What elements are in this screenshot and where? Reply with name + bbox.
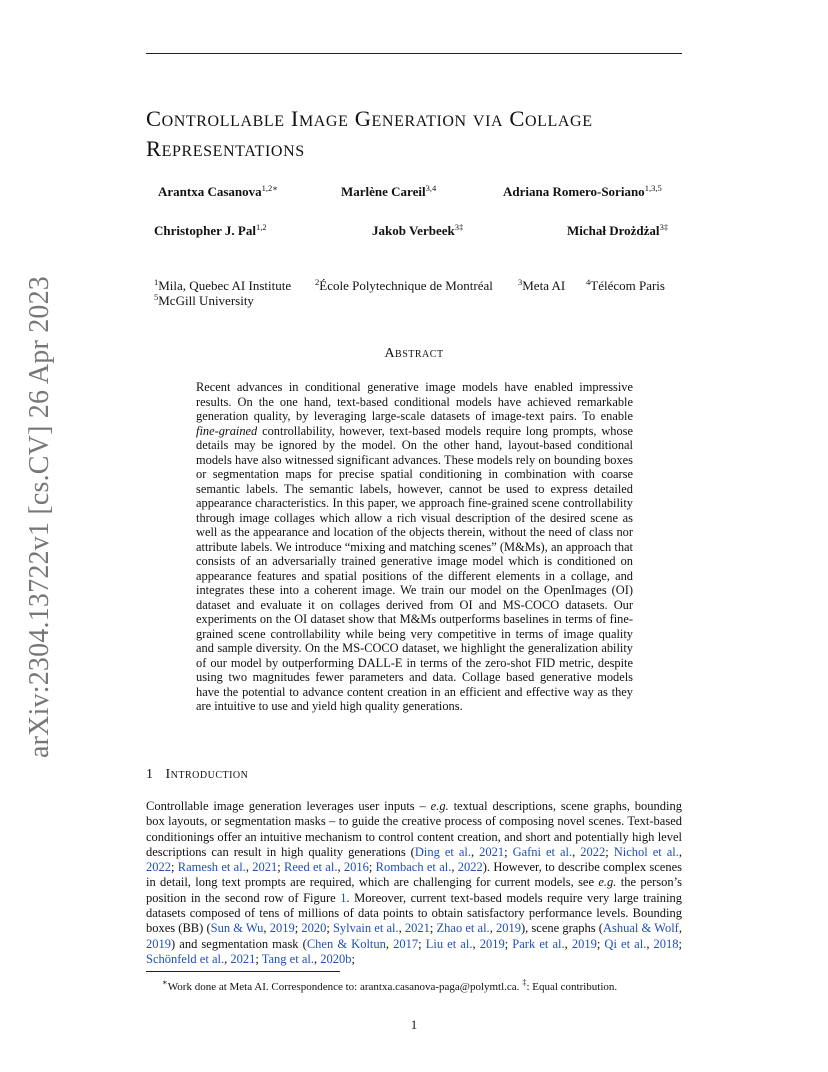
text-run: ,: [224, 951, 231, 966]
citation-link[interactable]: Chen & Koltun: [306, 936, 386, 951]
text-run: ;: [326, 921, 333, 936]
text-run: ,: [337, 860, 344, 875]
text-run: ,: [263, 921, 270, 936]
affiliation: $^2$École Polytechnique de Montréal: [315, 277, 493, 293]
citation-link[interactable]: 2019: [269, 921, 295, 936]
author: Jakob Verbeek$^{3\ddagger}$: [372, 222, 464, 238]
citation-link[interactable]: 2021: [479, 844, 505, 859]
citation-link[interactable]: Sylvain et al.: [332, 921, 399, 936]
citation-link[interactable]: Liu et al.: [425, 936, 473, 951]
emphasis: fine-grained: [196, 423, 258, 438]
citation-link[interactable]: 1: [340, 890, 347, 905]
text-run: the person’s position in the second row of Figure: [146, 875, 682, 905]
text-run: ,: [472, 936, 480, 951]
citation-link[interactable]: 2021: [404, 921, 430, 936]
emphasis: e.g.: [598, 875, 617, 890]
citation-link[interactable]: 2022: [580, 844, 606, 859]
citation-link[interactable]: Zhao et al.: [436, 921, 490, 936]
affiliation: $^5$McGill University: [154, 292, 254, 308]
text-run: Controllable image generation leverages user inputs –: [146, 799, 431, 813]
abstract-body: Recent advances in conditional generative image models have enabled impressive results. On the one hand, text-based conditional models have achieved remarkable generation quality, by leveraging large-scale datasets of image-text pairs. To enable fine-grained controllability, however, text-based models require long prompts, whose details may be ignored by the model. On the other hand, layout-based conditional models have also witnessed significant advances. These models rely on bounding boxes or segmentation maps for precise spatial conditioning in combination with coarse semantic labels. The semantic labels, however, cannot be used to express detailed appearance characteristics. In this paper, we approach fine-grained scene controllability through image collages which allow a rich visual description of the desired scene as well as the appearance and location of the objects therein, without the need of class nor attribute labels. We introduce “mixing and matching scenes” (M&Ms), an approach that consists of an adversarially trained generative image model which is conditioned on appearance features and spatial positions of the different elements in a collage, and integrates these into a coherent image. We train our model on the OpenImages (OI) dataset and evaluate it on collages derived from OI and MS-COCO datasets. Our experiments on the OI dataset show that M&Ms outperforms baselines in terms of fine-grained scene controllability while being very competitive in terms of image quality and sample diversity. On the MS-COCO dataset, we highlight the generalization ability of our model by outperforming DALL-E in terms of the zero-shot FID metric, despite using two magnitudes fewer parameters and data. Collage based generative models have the potential to advance content creation in an efficient and effective way as they are intuitive to use and yield high quality generations.: [196, 380, 633, 713]
text-run: ,: [564, 936, 572, 951]
citation-link[interactable]: 2022: [146, 860, 171, 875]
text-run: ,: [245, 860, 253, 875]
arxiv-stamp[interactable]: arXiv:2304.13722v1 [cs.CV] 26 Apr 2023: [24, 275, 55, 758]
text-run: ,: [489, 921, 496, 936]
footnote-rule: [146, 971, 340, 972]
text-run: ;: [294, 921, 302, 936]
page-number: 1: [410, 1017, 418, 1032]
text-run: . Moreover, current text-based models require very large training datasets composed of tens of millions of data points to obtain satisfactory performance levels. Bounding boxes (BB) (: [146, 890, 682, 936]
top-rule: [146, 53, 682, 54]
text-run: ) and segmentation mask (: [171, 936, 307, 951]
citation-link[interactable]: Park et al.: [512, 936, 565, 951]
text-run: ;: [351, 951, 355, 966]
citation-link[interactable]: Qi et al.: [604, 936, 647, 951]
text-run: ;: [596, 936, 605, 951]
text-run: ;: [368, 860, 376, 875]
citation-link[interactable]: 2021: [252, 860, 278, 875]
citation-link[interactable]: Sun & Wu: [210, 921, 264, 936]
author: Christopher J. Pal$^{1,2}$: [154, 222, 267, 238]
text-run: ;: [418, 936, 426, 951]
citation-link[interactable]: 2018: [653, 936, 679, 951]
citation-link[interactable]: 2019: [571, 936, 597, 951]
author: Arantxa Casanova$^{1,2∗}$: [158, 183, 279, 199]
text-run: ;: [255, 951, 262, 966]
text-run: ;: [605, 844, 614, 859]
text-run: ;: [678, 936, 683, 951]
author: Michał Drożdżal$^{3\ddagger}$: [567, 222, 669, 238]
text-run: ,: [385, 936, 394, 951]
citation-link[interactable]: 2020: [301, 921, 327, 936]
text-run: textual descriptions, scene graphs, bounding box layouts, or segmentation masks – to guide the creative process of composing novel scenes. Text-based conditionings offer an intuitive mechanism to control content creation, and short and potentially high level descriptions can result in high quality generations (: [146, 799, 682, 859]
footnote: ∗Work done at Meta AI. Correspondence to: arantxa.casanova-paga@polymtl.ca. ‡: Equal contribution.: [162, 977, 618, 993]
text-run: ;: [504, 936, 513, 951]
text-run: ,: [646, 936, 654, 951]
citation-link[interactable]: Nichol et al.: [613, 844, 679, 859]
citation-link[interactable]: Ashual & Wolf: [602, 921, 679, 936]
text-run: ,: [313, 951, 321, 966]
citation-link[interactable]: 2021: [230, 951, 256, 966]
citation-link[interactable]: Schönfeld et al.: [146, 951, 225, 966]
text-run: ,: [451, 860, 458, 875]
text-run: ,: [678, 844, 683, 859]
citation-link[interactable]: Ding et al.: [414, 844, 471, 859]
text-run: ;: [504, 844, 513, 859]
affiliation: $^1$Mila, Quebec AI Institute: [154, 277, 292, 293]
author: Marlène Careil$^{3,4}$: [341, 183, 437, 199]
text-run: ;: [171, 860, 178, 875]
section-heading: 1 Introduction: [146, 767, 249, 782]
text-run: ). However, to describe complex scenes in detail, long text prompts are required, which are challenging for current models, see: [146, 860, 682, 890]
affiliation: $^4$Télécom Paris: [586, 277, 665, 293]
citation-link[interactable]: Rombach et al.: [375, 860, 452, 875]
citation-link[interactable]: Ramesh et al.: [177, 860, 246, 875]
text-run: ,: [470, 844, 480, 859]
citation-link[interactable]: 2017: [393, 936, 419, 951]
text-run: ;: [429, 921, 437, 936]
emphasis: e.g.: [430, 799, 449, 813]
citation-link[interactable]: Reed et al.: [284, 860, 338, 875]
affiliation: $^3$Meta AI: [518, 277, 566, 293]
text-run: ,: [398, 921, 405, 936]
text-run: ,: [678, 921, 682, 936]
citation-link[interactable]: 2019: [495, 921, 521, 936]
author: Adriana Romero-Soriano$^{1,3,5}$: [503, 183, 662, 199]
citation-link[interactable]: Tang et al.: [261, 951, 314, 966]
citation-link[interactable]: Gafni et al.: [512, 844, 573, 859]
citation-link[interactable]: 2022: [457, 860, 483, 875]
citation-link[interactable]: 2019: [146, 936, 171, 951]
citation-link[interactable]: 2016: [343, 860, 369, 875]
paper-title: Controllable Image Generation via Collage Representations: [146, 106, 593, 161]
text-run: ,: [572, 844, 581, 859]
text-run: ), scene graphs (: [520, 921, 603, 936]
citation-link[interactable]: 2020b: [320, 951, 352, 966]
introduction-body: [146, 799, 682, 967]
citation-link[interactable]: 2019: [479, 936, 505, 951]
text-run: ;: [277, 860, 285, 875]
abstract-heading: Abstract: [384, 346, 444, 361]
